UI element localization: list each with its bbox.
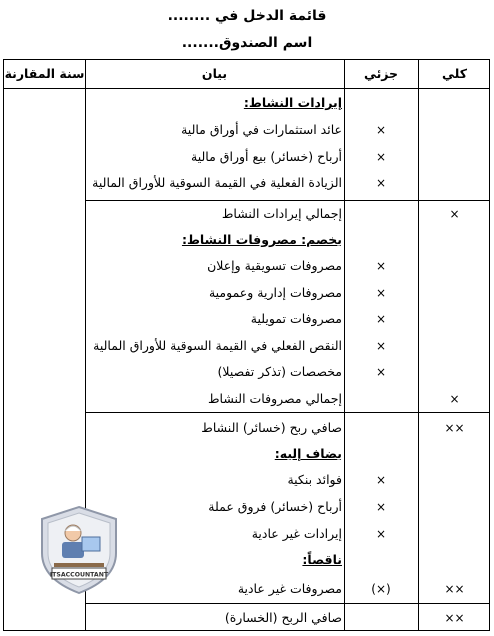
row-label: مصروفات إدارية وعمومية xyxy=(208,285,342,300)
row-label: أرباح (خسائر) فروق عملة xyxy=(208,499,342,514)
table-row xyxy=(4,201,489,227)
row-label: عائد استثمارات في أوراق مالية xyxy=(181,122,342,137)
statement-title: قائمة الدخل في ........ xyxy=(167,8,327,24)
header-compare-year: سنة المقارنة xyxy=(4,66,85,81)
table-row xyxy=(4,253,489,279)
section-heading-expenses: يخصم: مصروفات النشاط: xyxy=(181,232,342,247)
row-divider xyxy=(85,603,489,604)
section-heading-revenue: إيرادات النشاط: xyxy=(243,95,342,110)
section-heading-less: ناقصاً: xyxy=(302,552,342,567)
table-row xyxy=(4,90,489,116)
row-label: مصروفات تمويلية xyxy=(250,311,342,326)
partial-value: × xyxy=(375,527,387,541)
row-label: النقص الفعلي في القيمة السوقية للأوراق المالية xyxy=(93,338,342,353)
partial-value: × xyxy=(375,123,387,137)
row-label: مخصصات (تذكر تفصيلا) xyxy=(217,364,342,379)
header-partial: جزئي xyxy=(363,66,399,81)
partial-value: × xyxy=(375,365,387,379)
header-total: كلي xyxy=(441,66,468,81)
row-label: صافي الربح (الخسارة) xyxy=(224,610,342,625)
row-label: إيرادات غير عادية xyxy=(251,526,342,541)
partial-value: × xyxy=(375,176,387,190)
partial-value: × xyxy=(375,473,387,487)
fund-name: اسم الصندوق....... xyxy=(181,35,313,51)
row-divider xyxy=(85,412,489,413)
shield-logo-icon xyxy=(38,505,120,595)
table-row xyxy=(4,415,489,441)
table-row xyxy=(4,441,489,467)
partial-value: × xyxy=(375,500,387,514)
partial-value: × xyxy=(375,150,387,164)
table-row xyxy=(4,467,489,493)
partial-value: (×) xyxy=(371,582,391,596)
partial-value: × xyxy=(375,312,387,326)
row-label: مصروفات غير عادية xyxy=(237,581,342,596)
header-description: بيان xyxy=(201,66,228,81)
row-label: صافي ربح (خسائر) النشاط xyxy=(201,420,342,435)
total-value: ×× xyxy=(444,611,465,625)
table-row xyxy=(4,333,489,359)
svg-text:ITSACCOUNTANT: ITSACCOUNTANT xyxy=(49,571,109,579)
total-value: ×× xyxy=(444,421,465,435)
partial-value: × xyxy=(375,259,387,273)
table-row xyxy=(4,227,489,253)
partial-value: × xyxy=(375,286,387,300)
row-label: الزيادة الفعلية في القيمة السوقية للأوراق المالية xyxy=(92,175,342,190)
row-label: إجمالي مصروفات النشاط xyxy=(207,391,342,406)
total-value: × xyxy=(449,207,460,221)
table-row xyxy=(4,605,489,631)
partial-value: × xyxy=(375,339,387,353)
row-label: إجمالي إيرادات النشاط xyxy=(221,206,342,221)
table-row xyxy=(4,170,489,196)
table-row xyxy=(4,306,489,332)
row-label: أرباح (خسائر) بيع أوراق مالية xyxy=(191,149,342,164)
total-value: ×× xyxy=(444,582,465,596)
header-divider xyxy=(4,88,489,89)
total-value: × xyxy=(449,392,460,406)
table-row xyxy=(4,359,489,385)
row-label: فوائد بنكية xyxy=(287,472,342,487)
table-row xyxy=(4,117,489,143)
table-row xyxy=(4,144,489,170)
table-row xyxy=(4,386,489,412)
row-label: مصروفات تسويقية وإعلان xyxy=(207,258,342,273)
accountant-logo xyxy=(38,505,120,595)
section-heading-add: يضاف إليه: xyxy=(274,446,342,461)
table-row xyxy=(4,280,489,306)
